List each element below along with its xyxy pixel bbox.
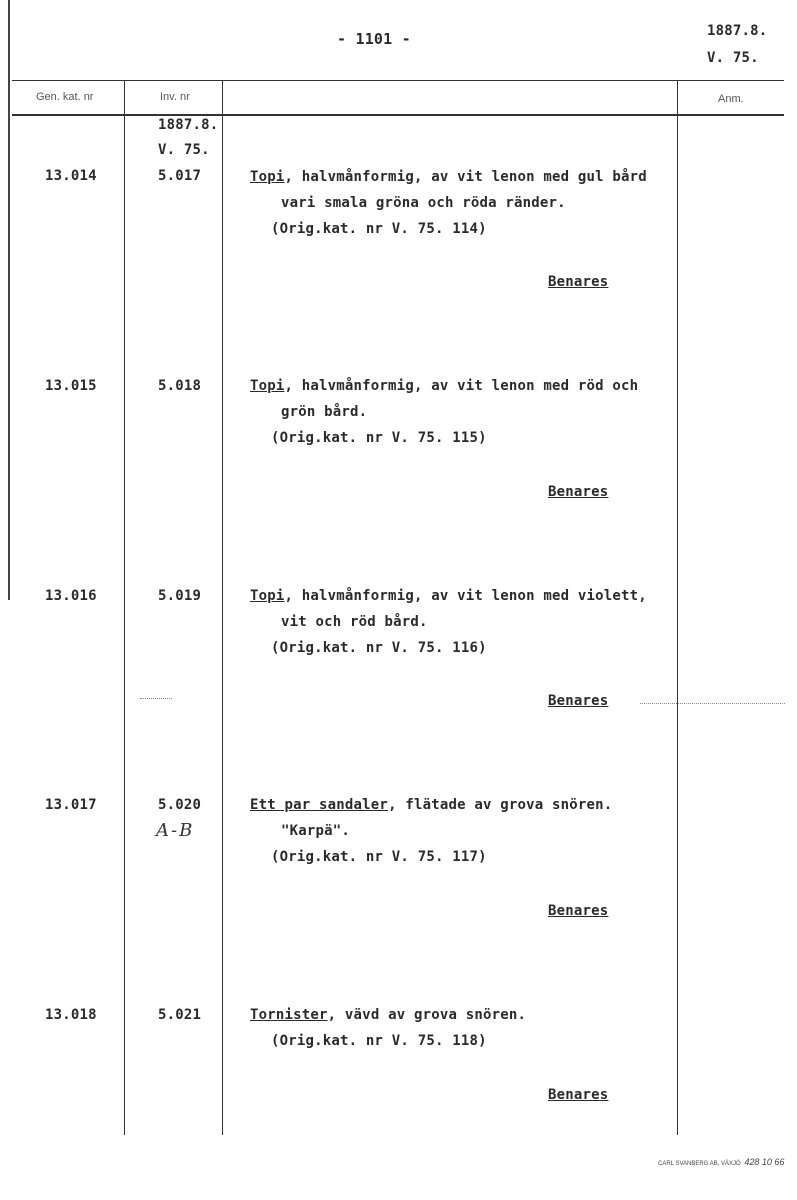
original-catalog-ref: (Orig.kat. nr V. 75. 115)	[271, 430, 487, 446]
place-name: Benares	[548, 274, 609, 290]
column-header-anm: Anm.	[718, 93, 744, 105]
item-title: Topi	[250, 378, 285, 394]
gen-kat-number: 13.016	[45, 588, 97, 604]
gen-kat-number: 13.017	[45, 797, 97, 813]
table-header-border	[12, 114, 784, 116]
dotted-rule	[640, 703, 785, 704]
item-title: Tornister	[250, 1007, 328, 1023]
original-catalog-ref: (Orig.kat. nr V. 75. 117)	[271, 849, 487, 865]
description-line-1	[250, 378, 638, 394]
handwritten-note: A-B	[156, 820, 195, 841]
margin-line	[8, 0, 10, 600]
description-line-1	[250, 797, 612, 813]
gen-kat-number: 13.015	[45, 378, 97, 394]
dotted-rule	[140, 698, 172, 699]
gen-kat-number: 13.014	[45, 168, 97, 184]
printer-name: CARL SVANBERG AB, VÄXJÖ	[658, 1161, 741, 1167]
column-divider-3	[677, 80, 678, 1135]
column-divider-1	[124, 80, 125, 1135]
printer-imprint	[658, 1157, 784, 1167]
description-line-2: grön bård.	[281, 404, 368, 420]
column-header-gen-kat: Gen. kat. nr	[36, 91, 94, 103]
inv-number: 5.017	[158, 168, 202, 184]
inv-year-code: 1887.8.	[158, 117, 219, 133]
description-text: , halvmånformig, av vit lenon med violett,	[284, 588, 647, 604]
year-code: 1887.8.	[707, 23, 768, 39]
place-name: Benares	[548, 903, 609, 919]
gen-kat-number: 13.018	[45, 1007, 97, 1023]
description-text: , flätade av grova snören.	[388, 797, 613, 813]
item-title: Topi	[250, 588, 285, 604]
place-name: Benares	[548, 484, 609, 500]
place-name: Benares	[548, 1087, 609, 1103]
description-text: , halvmånformig, av vit lenon med gul bård	[284, 169, 647, 185]
description-line-1	[250, 1007, 526, 1023]
description-text: , halvmånformig, av vit lenon med röd och	[284, 378, 639, 394]
description-line-2: vari smala gröna och röda ränder.	[281, 195, 566, 211]
description-line-1	[250, 169, 647, 185]
column-divider-2	[222, 80, 223, 1135]
original-catalog-ref: (Orig.kat. nr V. 75. 114)	[271, 221, 487, 237]
inv-number: 5.018	[158, 378, 202, 394]
column-header-inv: Inv. nr	[160, 91, 190, 103]
inv-number: 5.021	[158, 1007, 202, 1023]
original-catalog-ref: (Orig.kat. nr V. 75. 118)	[271, 1033, 487, 1049]
original-catalog-ref: (Orig.kat. nr V. 75. 116)	[271, 640, 487, 656]
inv-number: 5.019	[158, 588, 202, 604]
table-top-border	[12, 80, 784, 81]
form-code: 428 10 66	[744, 1157, 785, 1167]
page-number: - 1101 -	[337, 30, 411, 48]
description-line-2: "Karpä".	[281, 823, 351, 839]
inv-number: 5.020	[158, 797, 202, 813]
place-name: Benares	[548, 693, 609, 709]
description-line-2: vit och röd bård.	[281, 614, 428, 630]
item-title: Ett par sandaler	[250, 797, 389, 813]
inv-volume-code: V. 75.	[158, 142, 210, 158]
description-line-1	[250, 588, 647, 604]
volume-code: V. 75.	[707, 50, 759, 66]
item-title: Topi	[250, 169, 285, 185]
description-text: , vävd av grova snören.	[327, 1007, 527, 1023]
